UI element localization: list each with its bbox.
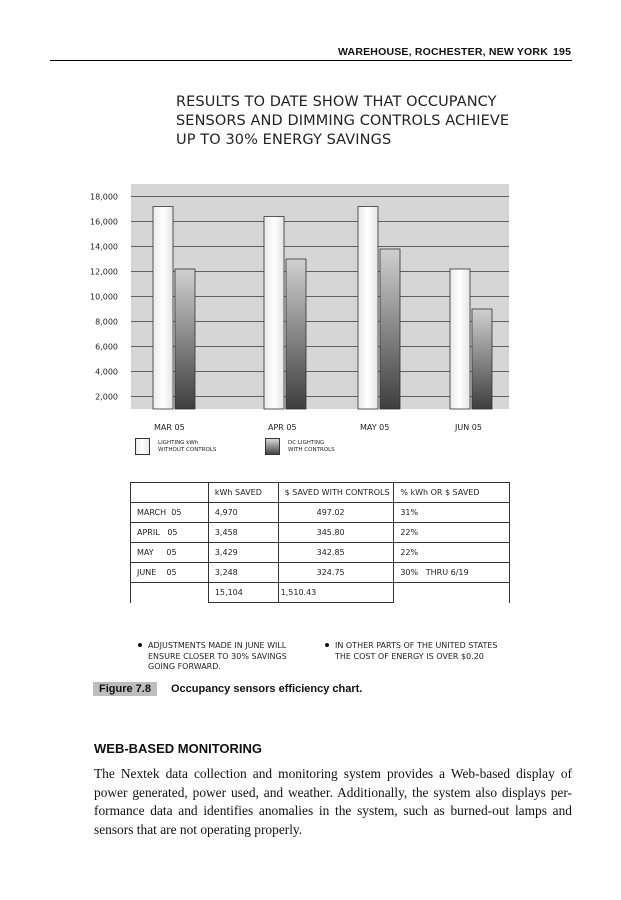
dollars-cell: 345.80 (278, 523, 394, 543)
savings-table (130, 482, 510, 603)
table-row (131, 543, 510, 563)
table-row (131, 523, 510, 543)
energy-usage-bar-chart (80, 180, 520, 420)
bar-without-controls (153, 207, 173, 410)
paragraph-line: The Nextek data collection and monitoring system provides a Web-based display of (94, 766, 572, 781)
month-cell: APRIL 05 (131, 523, 209, 543)
legend-label-line: WITH CONTROLS (288, 447, 335, 453)
legend-swatch-light (135, 438, 150, 455)
running-header-title: WAREHOUSE, ROCHESTER, NEW YORK (338, 46, 548, 58)
y-axis-ticks (90, 193, 118, 402)
dollars-cell: 324.75 (278, 563, 394, 583)
bar-without-controls (264, 217, 284, 410)
dollars-cell: 497.02 (278, 503, 394, 523)
percent-cell: 22% (394, 543, 510, 563)
x-category-label: JUN 05 (455, 423, 482, 432)
chart-title-line: RESULTS TO DATE SHOW THAT OCCUPANCY (176, 94, 497, 110)
totals-empty-cell (131, 583, 209, 603)
month-cell: MAY 05 (131, 543, 209, 563)
y-tick-label: 12,000 (90, 267, 118, 277)
table-header-cell: % kWh OR $ SAVED (394, 483, 510, 503)
figure-label: Figure 7.8 (93, 682, 157, 696)
month-cell: JUNE 05 (131, 563, 209, 583)
x-category-label: MAR 05 (154, 423, 185, 432)
legend-item-with-controls (265, 438, 335, 455)
kwh-cell: 4,970 (208, 503, 278, 523)
paragraph-line: sensors that are not operating properly. (94, 821, 303, 837)
section-heading: WEB-BASED MONITORING (94, 741, 263, 756)
table-header-row (131, 483, 510, 503)
dollars-cell: 342.85 (278, 543, 394, 563)
table-header-cell: $ SAVED WITH CONTROLS (278, 483, 394, 503)
body-paragraph (94, 765, 572, 839)
y-tick-label: 6,000 (95, 342, 118, 352)
table-totals-row (131, 583, 510, 603)
bar-with-controls (286, 259, 306, 409)
figure-caption (93, 682, 362, 696)
table-row (131, 563, 510, 583)
legend-label-line: WITHOUT CONTROLS (158, 447, 217, 453)
bullet-icon (138, 643, 142, 647)
x-category-label: MAY 05 (360, 423, 390, 432)
kwh-cell: 3,429 (208, 543, 278, 563)
y-tick-label: 2,000 (95, 392, 118, 402)
kwh-total-cell: 15,104 (208, 583, 278, 603)
x-category-label: APR 05 (268, 423, 297, 432)
table-header-cell (131, 483, 209, 503)
y-tick-label: 18,000 (90, 192, 118, 202)
paragraph-line: formance data and identifies anomalies in the system, such as burned-out lamps and (94, 803, 572, 818)
percent-cell: 30% THRU 6/19 (394, 563, 510, 583)
bar-with-controls (175, 269, 195, 409)
bar-without-controls (450, 269, 470, 409)
y-tick-label: 14,000 (90, 242, 118, 252)
y-tick-label: 16,000 (90, 217, 118, 227)
table-header-cell: kWh SAVED (208, 483, 278, 503)
totals-empty-cell (394, 583, 510, 603)
paragraph-line: power generated, power used, and weather. Additionally, the system also displays per- (94, 784, 572, 800)
note-energy-cost: IN OTHER PARTS OF THE UNITED STATES THE COST OF ENERGY IS OVER $0.20 (325, 641, 498, 662)
chart-title-line: SENSORS AND DIMMING CONTROLS ACHIEVE (176, 113, 510, 129)
legend-swatch-dark (265, 438, 280, 455)
y-tick-label: 8,000 (95, 317, 118, 327)
table-row (131, 503, 510, 523)
dollars-total-cell: 1,510.43 (278, 583, 394, 603)
kwh-cell: 3,458 (208, 523, 278, 543)
chart-title (176, 93, 509, 150)
kwh-cell: 3,248 (208, 563, 278, 583)
figure-caption-text: Occupancy sensors efficiency chart. (170, 683, 363, 695)
header-rule (50, 60, 572, 61)
y-tick-label: 10,000 (90, 292, 118, 302)
percent-cell: 22% (394, 523, 510, 543)
legend-label-line: DC LIGHTING (288, 440, 325, 446)
legend-label-line: LIGHTING kWh (158, 440, 199, 446)
bar-without-controls (358, 207, 378, 410)
month-cell: MARCH 05 (131, 503, 209, 523)
bar-with-controls (380, 249, 400, 409)
bar-with-controls (472, 309, 492, 409)
chart-title-line: UP TO 30% ENERGY SAVINGS (176, 132, 392, 148)
y-tick-label: 4,000 (95, 367, 118, 377)
percent-cell: 31% (394, 503, 510, 523)
note-june-adjustments: ADJUSTMENTS MADE IN JUNE WILL ENSURE CLOSER TO 30% SAVINGS GOING FORWARD. (138, 641, 287, 673)
bullet-icon (325, 643, 329, 647)
page-number: 195 (553, 46, 572, 58)
legend-item-without-controls (135, 438, 216, 455)
